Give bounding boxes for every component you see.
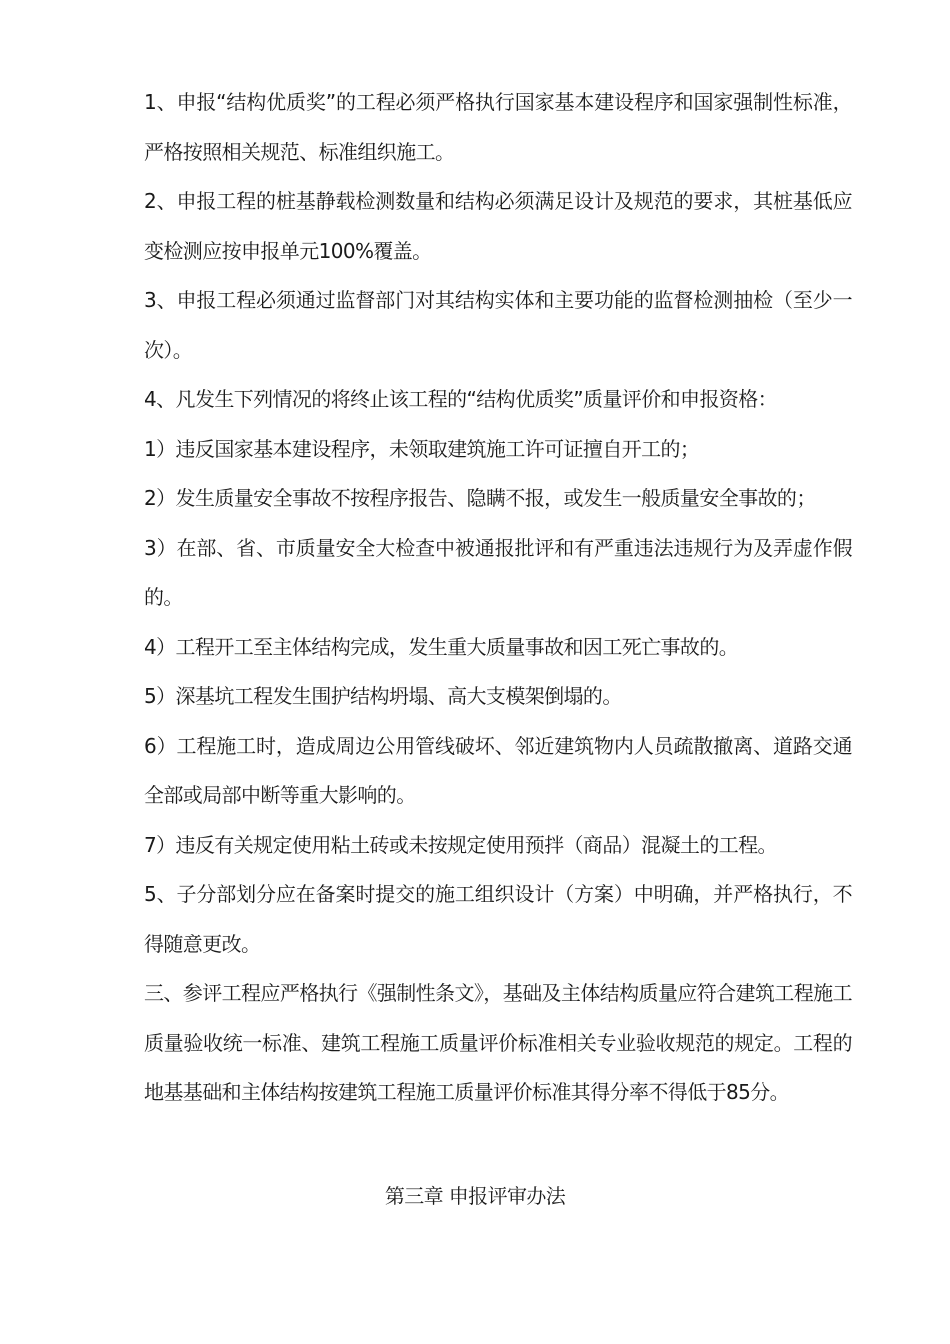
list-item-condition-2: 2）发生质量安全事故不按程序报告、隐瞒不报，或发生一般质量安全事故的； bbox=[144, 486, 816, 510]
paragraph-requirement-5: 5、子分部划分应在备案时提交的施工组织设计（方案）中明确，并严格执行，不得随意更改。 bbox=[144, 882, 852, 956]
list-item-condition-6: 6）工程施工时，造成周边公用管线破坏、邻近建筑物内人员疏散撤离、道路交通全部或局部中断等重大影响的。 bbox=[144, 733, 852, 807]
document-body bbox=[144, 78, 852, 1118]
list-item-condition-4: 4）工程开工至主体结构完成，发生重大质量事故和因工死亡事故的。 bbox=[144, 634, 739, 659]
paragraph-requirement-4: 4、凡发生下列情况的将终止该工程的“结构优质奖”质量评价和申报资格： bbox=[144, 387, 778, 411]
paragraph-requirement-1: 1、申报“结构优质奖”的工程必须严格执行国家基本建设程序和国家强制性标准，严格按照相关规范、标准组织施工。 bbox=[144, 90, 852, 164]
paragraph-requirement-3: 3、申报工程必须通过监督部门对其结构实体和主要功能的监督检测抽检（至少一次）。 bbox=[144, 288, 852, 362]
chapter-title: 第三章 申报评审办法 bbox=[384, 1184, 566, 1208]
paragraph-requirement-2: 2、申报工程的桩基静载检测数量和结构必须满足设计及规范的要求，其桩基低应变检测应按申报单元100%覆盖。 bbox=[144, 189, 852, 263]
list-item-condition-1: 1）违反国家基本建设程序，未领取建筑施工许可证擅自开工的； bbox=[144, 436, 700, 461]
paragraph-section-three: 三、参评工程应严格执行《强制性条文》，基础及主体结构质量应符合建筑工程施工质量验收统一标准、建筑工程施工质量评价标准相关专业验收规范的规定。工程的地基基础和主体结构按建筑工程施工质量评价标准其得分率不得低于85分。 bbox=[144, 981, 852, 1104]
list-item-condition-3: 3）在部、省、市质量安全大检查中被通报批评和有严重违法违规行为及弄虚作假的。 bbox=[144, 535, 852, 609]
list-item-condition-7: 7）违反有关规定使用粘土砖或未按规定使用预拌（商品）混凝土的工程。 bbox=[144, 832, 777, 857]
list-item-condition-5: 5）深基坑工程发生围护结构坍塌、高大支模架倒塌的。 bbox=[144, 684, 622, 708]
